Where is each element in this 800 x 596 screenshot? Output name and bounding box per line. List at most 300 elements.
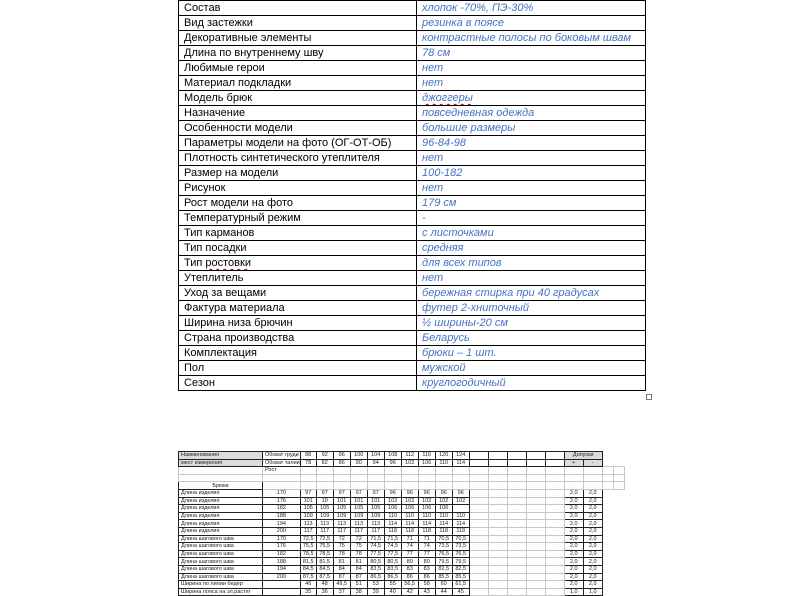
empty-cell	[488, 497, 507, 505]
chest-size-cell: 92	[316, 452, 333, 460]
measurement-value: 113	[333, 520, 350, 528]
height-value: 182	[263, 505, 301, 513]
height-value: 170	[263, 535, 301, 543]
measurement-value: 35	[300, 588, 316, 596]
property-row-lining-material	[179, 76, 646, 91]
measurement-value: 83	[418, 565, 435, 573]
tolerance-plus-value: 2,0	[564, 543, 583, 551]
empty-cell	[488, 573, 507, 581]
waist-label: Обхват талии	[263, 459, 301, 467]
measurement-value: 86,5	[367, 573, 384, 581]
empty-cell	[401, 467, 418, 475]
measurement-value: 97	[350, 489, 367, 497]
measurement-name: Длина изделия	[179, 489, 263, 497]
measurement-value: 73,5	[435, 543, 452, 551]
measurement-value: 96	[418, 489, 435, 497]
empty-cell	[526, 459, 545, 467]
measurement-value: 39	[367, 588, 384, 596]
property-value-pattern: нет	[417, 181, 646, 196]
property-value-purpose: повседневная одежда	[417, 106, 646, 121]
property-value-fastener: резинка в поясе	[417, 16, 646, 31]
height-value	[263, 588, 301, 596]
empty-cell	[401, 474, 418, 482]
empty-cell	[488, 467, 507, 475]
measurement-name: Длина шагового шва	[179, 550, 263, 558]
tolerance-minus-value: 2,0	[583, 550, 602, 558]
measurement-value: 109	[300, 512, 316, 520]
property-value-decorative-elements: контрастные полосы по боковым швам	[417, 31, 646, 46]
measurement-value: 106	[401, 505, 418, 513]
measurement-value: 83,5	[384, 565, 401, 573]
empty-cell	[526, 512, 545, 520]
tolerance-plus-value: 1,0	[564, 588, 583, 596]
measurement-name: Длина шагового шва	[179, 543, 263, 551]
property-row-fastener	[179, 16, 646, 31]
tolerance-minus-value: 2,0	[583, 581, 602, 589]
empty-cell	[488, 512, 507, 520]
tolerance-minus-value: 2,0	[583, 573, 602, 581]
empty-cell	[526, 573, 545, 581]
waist-size-cell: 110	[435, 459, 452, 467]
size-chart-row	[179, 489, 625, 497]
property-value-insulation-density: нет	[417, 151, 646, 166]
empty-cell	[545, 558, 564, 566]
measurement-value: 80,5	[367, 558, 384, 566]
tolerance-plus-value: 2,0	[564, 505, 583, 513]
size-chart-row	[179, 588, 625, 596]
empty-cell	[488, 565, 507, 573]
property-row-model-params	[179, 136, 646, 151]
empty-cell	[583, 467, 602, 475]
spellcheck-word: ростовки	[205, 257, 251, 269]
measurement-value: 105	[350, 505, 367, 513]
empty-cell	[469, 497, 488, 505]
property-row-pattern	[179, 181, 646, 196]
empty-cell	[526, 550, 545, 558]
empty-cell	[469, 550, 488, 558]
measurement-value: 74	[401, 543, 418, 551]
property-value-model-features: большие размеры	[417, 121, 646, 136]
empty-cell	[384, 474, 401, 482]
tolerance-minus-value: 2,0	[583, 489, 602, 497]
property-label-lining-material: Материал подкладки	[179, 76, 417, 91]
size-chart-header-row	[179, 459, 625, 467]
property-label-model-params: Параметры модели на фото (ОГ-ОТ-ОБ)	[179, 136, 417, 151]
tolerance-plus-value: 2,0	[564, 520, 583, 528]
measurement-value: 58	[418, 581, 435, 589]
empty-cell	[526, 543, 545, 551]
measurement-value: 43	[418, 588, 435, 596]
property-row-purpose	[179, 106, 646, 121]
measurement-name: Длина шагового шва	[179, 573, 263, 581]
property-row-insulation-density	[179, 151, 646, 166]
header-name-label: Наименования	[179, 452, 263, 460]
empty-cell	[488, 535, 507, 543]
size-chart-row	[179, 512, 625, 520]
measurement-value: 49,5	[333, 581, 350, 589]
measurement-value: 55	[384, 581, 401, 589]
height-value: 170	[263, 489, 301, 497]
empty-cell	[469, 543, 488, 551]
measurement-value: 105	[316, 505, 333, 513]
measurement-name: Длина шагового шва	[179, 558, 263, 566]
empty-cell	[526, 520, 545, 528]
measurement-value: 75,5	[316, 543, 333, 551]
measurement-value: 85,5	[452, 573, 469, 581]
chest-size-cell: 116	[418, 452, 435, 460]
measurement-value: 118	[418, 527, 435, 535]
measurement-value: 110	[418, 512, 435, 520]
empty-cell	[613, 467, 624, 475]
property-label-fit-type: Тип посадки	[179, 241, 417, 256]
measurement-value: 109	[367, 512, 384, 520]
measurement-value: 96	[452, 489, 469, 497]
empty-cell	[545, 520, 564, 528]
empty-cell	[469, 489, 488, 497]
empty-cell	[469, 573, 488, 581]
empty-cell	[545, 482, 564, 490]
empty-cell	[526, 467, 545, 475]
empty-cell	[545, 527, 564, 535]
size-chart-blank-row	[179, 474, 625, 482]
measurement-value: 117	[316, 527, 333, 535]
measurement-value: 36	[316, 588, 333, 596]
empty-cell	[488, 489, 507, 497]
tolerance-plus-value: 2,0	[564, 565, 583, 573]
property-label-pattern: Рисунок	[179, 181, 417, 196]
empty-cell	[507, 459, 526, 467]
table-resize-handle[interactable]	[646, 394, 652, 400]
property-label-fabric-texture: Фактура материала	[179, 301, 417, 316]
property-value-leg-width: ½ ширины-20 см	[417, 316, 646, 331]
empty-cell	[179, 474, 263, 482]
empty-cell	[545, 550, 564, 558]
height-value	[263, 581, 301, 589]
measurement-value: 102	[384, 497, 401, 505]
property-row-height-type	[179, 256, 646, 271]
measurement-value: 117	[300, 527, 316, 535]
measurement-value: 78,5	[316, 550, 333, 558]
property-label-height-type: Тип ростовки	[179, 256, 417, 271]
empty-cell	[469, 467, 488, 475]
measurement-value: 117	[350, 527, 367, 535]
measurement-value: 74,5	[367, 543, 384, 551]
empty-cell	[507, 467, 526, 475]
measurement-value: 77	[401, 550, 418, 558]
empty-cell	[545, 535, 564, 543]
measurement-value: 72	[333, 535, 350, 543]
measurement-value: 84,5	[300, 565, 316, 573]
empty-cell	[300, 474, 316, 482]
empty-cell	[602, 482, 613, 490]
property-value-inseam-length: 78 см	[417, 46, 646, 61]
tolerance-plus-value: 2,0	[564, 527, 583, 535]
empty-cell	[526, 535, 545, 543]
empty-cell	[469, 459, 488, 467]
chest-size-cell: 112	[401, 452, 418, 460]
measurement-value: 105	[367, 505, 384, 513]
empty-cell	[469, 558, 488, 566]
waist-size-cell: 90	[350, 459, 367, 467]
empty-cell	[545, 497, 564, 505]
property-label-package: Комплектация	[179, 346, 417, 361]
tolerance-minus-value: 2,0	[583, 565, 602, 573]
measurement-value: 114	[418, 520, 435, 528]
measurement-value: 105	[300, 505, 316, 513]
measurement-value: 113	[316, 520, 333, 528]
measurement-value: 71,5	[384, 535, 401, 543]
height-label: Рост	[263, 467, 301, 475]
measurement-value: 109	[316, 512, 333, 520]
measurement-value: 79,5	[452, 558, 469, 566]
empty-cell	[263, 482, 301, 490]
property-value-favorite-characters: нет	[417, 61, 646, 76]
property-row-model-height	[179, 196, 646, 211]
measurement-value: 110	[435, 512, 452, 520]
empty-cell	[545, 543, 564, 551]
empty-cell	[316, 474, 333, 482]
size-chart-height-row	[179, 467, 625, 475]
size-chart-row	[179, 505, 625, 513]
measurement-value: 48	[316, 581, 333, 589]
empty-cell	[333, 474, 350, 482]
empty-cell	[452, 467, 469, 475]
size-chart-row	[179, 520, 625, 528]
tolerance-plus-value: 2,0	[564, 573, 583, 581]
property-label-gender: Пол	[179, 361, 417, 376]
empty-cell	[300, 482, 316, 490]
tolerance-minus-value: 2,0	[583, 527, 602, 535]
property-row-trousers-model	[179, 91, 646, 106]
empty-cell	[488, 588, 507, 596]
measurement-value: 72,5	[316, 535, 333, 543]
measurement-value: 46	[300, 581, 316, 589]
empty-cell	[316, 467, 333, 475]
measurement-value: 106	[418, 505, 435, 513]
measurement-value: 110	[384, 512, 401, 520]
tolerance-plus-value: 2,0	[564, 489, 583, 497]
waist-size-cell: 86	[333, 459, 350, 467]
tolerance-minus-value: 2,0	[583, 558, 602, 566]
empty-cell	[545, 573, 564, 581]
size-chart-row	[179, 535, 625, 543]
empty-cell	[418, 474, 435, 482]
measurement-value: 110	[401, 512, 418, 520]
measurement-value: 101	[350, 497, 367, 505]
measurement-value: 101	[367, 497, 384, 505]
spellcheck-word: джоггеры	[422, 92, 473, 104]
tolerance-minus-value: 2,0	[583, 520, 602, 528]
empty-cell	[545, 467, 564, 475]
empty-cell	[469, 474, 488, 482]
measurement-name: Ширина пояса на эл.растяг	[179, 588, 263, 596]
measurement-value: 82,5	[452, 565, 469, 573]
measurement-value: 44	[435, 588, 452, 596]
measurement-value: 40	[384, 588, 401, 596]
property-value-trousers-model	[417, 91, 646, 106]
measurement-value: 114	[384, 520, 401, 528]
measurement-value: 80	[418, 558, 435, 566]
measurement-value: 74,5	[384, 543, 401, 551]
measurement-value: 87	[350, 573, 367, 581]
measurement-value: 96	[401, 489, 418, 497]
property-row-season	[179, 376, 646, 391]
measurement-value: 75	[350, 543, 367, 551]
property-row-inseam-length	[179, 46, 646, 61]
empty-cell	[507, 512, 526, 520]
height-value: 176	[263, 543, 301, 551]
measurement-value: 102	[401, 497, 418, 505]
measurement-value: 81,5	[316, 558, 333, 566]
height-value: 188	[263, 558, 301, 566]
empty-cell	[488, 505, 507, 513]
empty-cell	[488, 482, 507, 490]
chest-size-cell: 120	[435, 452, 452, 460]
empty-cell	[507, 520, 526, 528]
measurement-value: 75	[333, 543, 350, 551]
empty-cell	[488, 543, 507, 551]
measurement-name: Ширина по линии бедер	[179, 581, 263, 589]
measurement-value: 78,5	[300, 550, 316, 558]
section-label: Брюки	[179, 482, 263, 490]
property-value-season: круглогодичный	[417, 376, 646, 391]
measurement-value: 61,5	[452, 581, 469, 589]
empty-cell	[350, 467, 367, 475]
empty-cell	[507, 581, 526, 589]
measurement-value: 83	[401, 565, 418, 573]
empty-cell	[545, 459, 564, 467]
empty-cell	[545, 489, 564, 497]
measurement-value: 80	[401, 558, 418, 566]
measurement-value: 118	[384, 527, 401, 535]
waist-size-cell: 82	[316, 459, 333, 467]
empty-cell	[613, 474, 624, 482]
property-value-country: Беларусь	[417, 331, 646, 346]
tolerance-minus-value: 2,0	[583, 512, 602, 520]
chest-size-cell: 124	[452, 452, 469, 460]
empty-cell	[469, 482, 488, 490]
empty-cell	[179, 467, 263, 475]
measurement-value: 45	[452, 588, 469, 596]
chest-size-cell: 100	[350, 452, 367, 460]
empty-cell	[469, 452, 488, 460]
size-chart-row	[179, 558, 625, 566]
property-row-leg-width	[179, 316, 646, 331]
tolerance-minus-value: 2,0	[583, 505, 602, 513]
tolerance-plus-value: 2,0	[564, 497, 583, 505]
empty-cell	[526, 558, 545, 566]
size-chart-row	[179, 543, 625, 551]
property-value-package: брюки – 1 шт.	[417, 346, 646, 361]
empty-cell	[469, 520, 488, 528]
height-value: 194	[263, 565, 301, 573]
waist-size-cell: 94	[367, 459, 384, 467]
tolerance-minus: -	[583, 459, 602, 467]
empty-cell	[545, 588, 564, 596]
measurement-value: 78	[333, 550, 350, 558]
header-name-label: мест измерения	[179, 459, 263, 467]
empty-cell	[526, 505, 545, 513]
property-row-gender	[179, 361, 646, 376]
measurement-value: 101	[300, 497, 316, 505]
measurement-value: 77,5	[367, 550, 384, 558]
product-properties-table	[178, 0, 646, 391]
empty-cell	[350, 474, 367, 482]
height-value: 182	[263, 550, 301, 558]
tolerance-plus: +	[564, 459, 583, 467]
empty-cell	[526, 474, 545, 482]
property-row-fit-type	[179, 241, 646, 256]
property-value-care: бережная стирка при 40 градусах	[417, 286, 646, 301]
measurement-value: 77	[418, 550, 435, 558]
empty-cell	[507, 588, 526, 596]
measurement-value: 86,5	[384, 573, 401, 581]
measurement-value: 102	[452, 497, 469, 505]
waist-size-cell: 114	[452, 459, 469, 467]
chest-size-cell: 96	[333, 452, 350, 460]
empty-cell	[507, 452, 526, 460]
chest-size-cell: 88	[300, 452, 316, 460]
property-label-care: Уход за вещами	[179, 286, 417, 301]
measurement-value: 87,5	[300, 573, 316, 581]
tolerance-plus-value: 2,0	[564, 558, 583, 566]
empty-cell	[469, 535, 488, 543]
measurement-value: 117	[333, 527, 350, 535]
measurement-value: 81	[350, 558, 367, 566]
measurement-value: 97	[316, 489, 333, 497]
chest-size-cell: 104	[367, 452, 384, 460]
property-label-fastener: Вид застежки	[179, 16, 417, 31]
property-value-lining-material: нет	[417, 76, 646, 91]
measurement-value: 71	[401, 535, 418, 543]
measurement-value: 84	[350, 565, 367, 573]
measurement-name: Длина изделия	[179, 512, 263, 520]
empty-cell	[545, 565, 564, 573]
empty-cell	[367, 482, 384, 490]
empty-cell	[545, 474, 564, 482]
property-label-composition: Состав	[179, 1, 417, 16]
empty-cell	[333, 467, 350, 475]
empty-cell	[367, 467, 384, 475]
measurement-value: 71	[418, 535, 435, 543]
property-value-fit-type: средняя	[417, 241, 646, 256]
empty-cell	[507, 482, 526, 490]
empty-cell	[526, 588, 545, 596]
empty-cell	[526, 452, 545, 460]
measurement-value: 79,5	[435, 558, 452, 566]
property-value-temperature-mode: -	[417, 211, 646, 226]
measurement-value: 97	[300, 489, 316, 497]
measurement-value: 76,5	[452, 550, 469, 558]
measurement-value: 70,5	[452, 535, 469, 543]
size-chart-row	[179, 497, 625, 505]
height-value: 188	[263, 512, 301, 520]
empty-cell	[602, 474, 613, 482]
measurement-value: 83,5	[367, 565, 384, 573]
waist-size-cell: 78	[300, 459, 316, 467]
measurement-name: Длина изделия	[179, 527, 263, 535]
property-value-insulation: нет	[417, 271, 646, 286]
property-label-leg-width: Ширина низа брючин	[179, 316, 417, 331]
measurement-value: 72	[350, 535, 367, 543]
property-value-model-size: 100-182	[417, 166, 646, 181]
property-value-gender: мужской	[417, 361, 646, 376]
property-value-fabric-texture: футер 2-хниточный	[417, 301, 646, 316]
measurement-value: 114	[401, 520, 418, 528]
measurement-name: Длина шагового шва	[179, 535, 263, 543]
empty-cell	[564, 474, 583, 482]
measurement-value: 113	[300, 520, 316, 528]
